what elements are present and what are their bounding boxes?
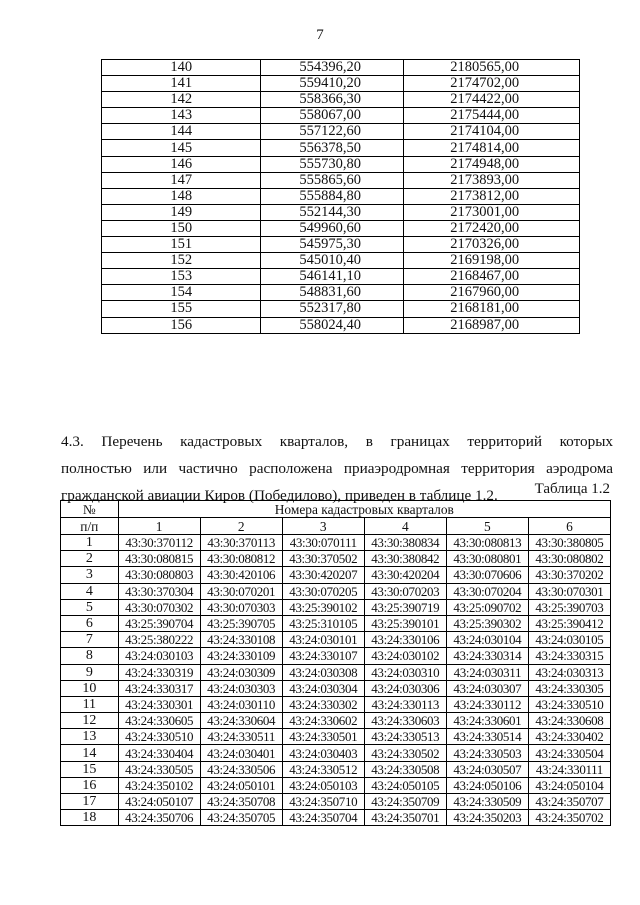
cadastral-quarter: 43:24:030308 — [282, 664, 364, 680]
cadastral-quarter: 43:30:370202 — [528, 567, 610, 583]
cadastral-quarter: 43:24:050101 — [200, 777, 282, 793]
cadastral-quarter: 43:30:070302 — [118, 599, 200, 615]
table-row — [61, 615, 611, 631]
cadastral-quarter: 43:24:330502 — [364, 745, 446, 761]
table-row — [61, 696, 611, 712]
row-number: 15 — [61, 761, 119, 777]
point-number: 140 — [102, 60, 261, 76]
x-coordinate: 552144,30 — [261, 204, 404, 220]
coords-row — [102, 220, 580, 236]
y-coordinate: 2174814,00 — [404, 140, 580, 156]
cadastral-quarter: 43:30:080815 — [118, 551, 200, 567]
column-number: 6 — [528, 518, 610, 535]
cadastral-quarter: 43:25:390302 — [446, 615, 528, 631]
cadastral-quarter: 43:30:080802 — [528, 551, 610, 567]
coords-row — [102, 237, 580, 253]
cadastral-quarter: 43:24:330512 — [282, 761, 364, 777]
y-coordinate: 2173893,00 — [404, 172, 580, 188]
table-caption: Таблица 1.2 — [534, 481, 610, 497]
cadastral-quarter: 43:24:030303 — [200, 680, 282, 696]
cadastral-quarter: 43:25:390102 — [282, 599, 364, 615]
cadastral-quarter: 43:30:070201 — [200, 583, 282, 599]
cadastral-quarter: 43:30:370304 — [118, 583, 200, 599]
cadastral-quarter: 43:24:330111 — [528, 761, 610, 777]
column-number: 1 — [118, 518, 200, 535]
y-coordinate: 2167960,00 — [404, 285, 580, 301]
table-row — [61, 648, 611, 664]
cadastral-quarter: 43:30:370113 — [200, 535, 282, 551]
table-row — [61, 583, 611, 599]
cadastral-quarter: 43:30:070205 — [282, 583, 364, 599]
x-coordinate: 552317,80 — [261, 301, 404, 317]
column-number: 2 — [200, 518, 282, 535]
cadastral-quarter: 43:30:380805 — [528, 535, 610, 551]
coords-row — [102, 124, 580, 140]
row-number: 14 — [61, 745, 119, 761]
cadastral-quarter: 43:24:330108 — [200, 632, 282, 648]
row-number: 6 — [61, 615, 119, 631]
point-number: 144 — [102, 124, 261, 140]
cadastral-quarter: 43:24:030311 — [446, 664, 528, 680]
cadastral-quarter: 43:24:030105 — [528, 632, 610, 648]
table-row — [61, 632, 611, 648]
row-number: 10 — [61, 680, 119, 696]
cadastral-quarter: 43:24:330508 — [364, 761, 446, 777]
cadastral-quarter: 43:30:080813 — [446, 535, 528, 551]
x-coordinate: 548831,60 — [261, 285, 404, 301]
coords-row — [102, 269, 580, 285]
cadastral-quarter: 43:24:330509 — [446, 794, 528, 810]
cadastral-quarter: 43:24:030304 — [282, 680, 364, 696]
coords-row — [102, 285, 580, 301]
row-number: 18 — [61, 810, 119, 826]
cadastral-quarter: 43:24:030401 — [200, 745, 282, 761]
point-number: 156 — [102, 317, 261, 333]
cadastral-quarter: 43:24:330505 — [118, 761, 200, 777]
table-row — [61, 535, 611, 551]
paragraph-line: 4.3. Перечень кадастровых кварталов, в границах территорий которых — [61, 433, 613, 450]
table-row — [61, 551, 611, 567]
cadastral-quarter: 43:24:030104 — [446, 632, 528, 648]
coords-row — [102, 301, 580, 317]
column-number: 3 — [282, 518, 364, 535]
cadastral-quarter: 43:25:390704 — [118, 615, 200, 631]
x-coordinate: 555865,60 — [261, 172, 404, 188]
cadastral-quarters-table — [60, 500, 611, 826]
table-row — [61, 713, 611, 729]
coords-row — [102, 140, 580, 156]
coords-row — [102, 172, 580, 188]
point-number: 142 — [102, 92, 261, 108]
cadastral-quarter: 43:24:330501 — [282, 729, 364, 745]
cadastral-quarter: 43:24:030313 — [528, 664, 610, 680]
point-number: 148 — [102, 188, 261, 204]
table-row — [61, 794, 611, 810]
cadastral-quarter: 43:24:030507 — [446, 761, 528, 777]
cadastral-quarter: 43:24:350708 — [200, 794, 282, 810]
cadastral-quarter: 43:24:330510 — [528, 696, 610, 712]
cadastral-quarter: 43:24:330503 — [446, 745, 528, 761]
cadastral-quarter: 43:24:050106 — [446, 777, 528, 793]
cadastral-quarter: 43:30:070606 — [446, 567, 528, 583]
row-number: 8 — [61, 648, 119, 664]
cadastral-quarter: 43:24:350701 — [364, 810, 446, 826]
table-row — [61, 777, 611, 793]
x-coordinate: 546141,10 — [261, 269, 404, 285]
cadastral-quarter: 43:24:330404 — [118, 745, 200, 761]
cadastral-quarter: 43:24:350203 — [446, 810, 528, 826]
cadastral-quarter: 43:24:330301 — [118, 696, 200, 712]
cadastral-quarter: 43:25:090702 — [446, 599, 528, 615]
cadastral-quarter: 43:24:330402 — [528, 729, 610, 745]
y-coordinate: 2174422,00 — [404, 92, 580, 108]
cadastral-quarter: 43:24:050103 — [282, 777, 364, 793]
cadastral-quarter: 43:24:330603 — [364, 713, 446, 729]
header-num-bottom: п/п — [61, 518, 119, 535]
point-number: 145 — [102, 140, 261, 156]
cadastral-quarter: 43:30:070303 — [200, 599, 282, 615]
cadastral-quarter: 43:30:070111 — [282, 535, 364, 551]
y-coordinate: 2174104,00 — [404, 124, 580, 140]
coords-row — [102, 108, 580, 124]
cadastral-quarter: 43:24:350705 — [200, 810, 282, 826]
x-coordinate: 558024,40 — [261, 317, 404, 333]
cadastral-quarter: 43:24:330314 — [446, 648, 528, 664]
point-number: 150 — [102, 220, 261, 236]
row-number: 4 — [61, 583, 119, 599]
cadastral-quarter: 43:30:070203 — [364, 583, 446, 599]
point-number: 141 — [102, 76, 261, 92]
row-number: 13 — [61, 729, 119, 745]
point-number: 151 — [102, 237, 261, 253]
cadastral-quarter: 43:30:420204 — [364, 567, 446, 583]
cadastral-quarter: 43:30:420106 — [200, 567, 282, 583]
cadastral-quarter: 43:24:330511 — [200, 729, 282, 745]
coords-row — [102, 76, 580, 92]
cadastral-quarter: 43:24:030101 — [282, 632, 364, 648]
cadastral-quarter: 43:24:330113 — [364, 696, 446, 712]
cadastral-quarter: 43:24:330513 — [364, 729, 446, 745]
x-coordinate: 545010,40 — [261, 253, 404, 269]
cadastral-quarter: 43:24:030306 — [364, 680, 446, 696]
cadastral-quarter: 43:24:330315 — [528, 648, 610, 664]
cadastral-quarter: 43:24:350702 — [528, 810, 610, 826]
table-row — [61, 810, 611, 826]
cadastral-quarter: 43:30:080801 — [446, 551, 528, 567]
column-number: 4 — [364, 518, 446, 535]
point-number: 152 — [102, 253, 261, 269]
cadastral-quarter: 43:30:070301 — [528, 583, 610, 599]
row-number: 16 — [61, 777, 119, 793]
cadastral-quarter: 43:30:080803 — [118, 567, 200, 583]
cadastral-quarter: 43:24:330302 — [282, 696, 364, 712]
x-coordinate: 545975,30 — [261, 237, 404, 253]
y-coordinate: 2169198,00 — [404, 253, 580, 269]
y-coordinate: 2173001,00 — [404, 204, 580, 220]
cadastral-quarter: 43:24:330604 — [200, 713, 282, 729]
y-coordinate: 2170326,00 — [404, 237, 580, 253]
cadastral-quarter: 43:24:330504 — [528, 745, 610, 761]
header-title: Номера кадастровых кварталов — [118, 501, 610, 518]
cadastral-quarter: 43:24:330605 — [118, 713, 200, 729]
table-row — [61, 761, 611, 777]
section-paragraph — [61, 428, 613, 509]
cadastral-quarter: 43:24:350704 — [282, 810, 364, 826]
cadastral-quarter: 43:24:030102 — [364, 648, 446, 664]
row-number: 12 — [61, 713, 119, 729]
table-row — [61, 567, 611, 583]
y-coordinate: 2168987,00 — [404, 317, 580, 333]
x-coordinate: 559410,20 — [261, 76, 404, 92]
point-number: 143 — [102, 108, 261, 124]
cadastral-quarter: 43:24:030309 — [200, 664, 282, 680]
cadastral-quarter: 43:25:390719 — [364, 599, 446, 615]
x-coordinate: 549960,60 — [261, 220, 404, 236]
y-coordinate: 2172420,00 — [404, 220, 580, 236]
y-coordinate: 2168467,00 — [404, 269, 580, 285]
cadastral-quarter: 43:25:390101 — [364, 615, 446, 631]
point-number: 155 — [102, 301, 261, 317]
coords-row — [102, 253, 580, 269]
cadastral-quarter: 43:24:030110 — [200, 696, 282, 712]
cadastral-quarter: 43:24:030403 — [282, 745, 364, 761]
coords-row — [102, 92, 580, 108]
cadastral-quarter: 43:24:050107 — [118, 794, 200, 810]
cadastral-quarter: 43:24:330506 — [200, 761, 282, 777]
row-number: 2 — [61, 551, 119, 567]
point-number: 146 — [102, 156, 261, 172]
cadastral-quarter: 43:24:350710 — [282, 794, 364, 810]
x-coordinate: 558067,00 — [261, 108, 404, 124]
cadastral-quarter: 43:24:330106 — [364, 632, 446, 648]
cadastral-quarter: 43:24:330107 — [282, 648, 364, 664]
x-coordinate: 555884,80 — [261, 188, 404, 204]
coords-row — [102, 204, 580, 220]
x-coordinate: 554396,20 — [261, 60, 404, 76]
cadastral-quarter: 43:24:050104 — [528, 777, 610, 793]
row-number: 7 — [61, 632, 119, 648]
cadastral-quarter: 43:30:080812 — [200, 551, 282, 567]
cadastral-quarter: 43:24:330514 — [446, 729, 528, 745]
table-row — [61, 664, 611, 680]
x-coordinate: 558366,30 — [261, 92, 404, 108]
cadastral-quarter: 43:24:050105 — [364, 777, 446, 793]
point-number: 147 — [102, 172, 261, 188]
cadastral-quarter: 43:25:380222 — [118, 632, 200, 648]
cadastral-quarter: 43:30:380834 — [364, 535, 446, 551]
coordinates-table — [101, 59, 580, 334]
cadastral-quarter: 43:24:330109 — [200, 648, 282, 664]
row-number: 17 — [61, 794, 119, 810]
cadastral-quarter: 43:24:350709 — [364, 794, 446, 810]
table-row — [61, 745, 611, 761]
cadastral-quarter: 43:24:350102 — [118, 777, 200, 793]
point-number: 154 — [102, 285, 261, 301]
cadastral-quarter: 43:24:330305 — [528, 680, 610, 696]
cadastral-quarter: 43:24:330602 — [282, 713, 364, 729]
row-number: 3 — [61, 567, 119, 583]
cadastral-quarter: 43:25:390703 — [528, 599, 610, 615]
paragraph-line: полностью или частично расположена приаэродромная территория аэродрома — [61, 460, 613, 477]
cadastral-quarter: 43:24:330510 — [118, 729, 200, 745]
cadastral-quarter: 43:30:370502 — [282, 551, 364, 567]
y-coordinate: 2174702,00 — [404, 76, 580, 92]
row-number: 5 — [61, 599, 119, 615]
table-row — [61, 680, 611, 696]
y-coordinate: 2180565,00 — [404, 60, 580, 76]
y-coordinate: 2168181,00 — [404, 301, 580, 317]
cadastral-quarter: 43:24:350706 — [118, 810, 200, 826]
cadastral-quarter: 43:24:030103 — [118, 648, 200, 664]
row-number: 9 — [61, 664, 119, 680]
table-row — [61, 599, 611, 615]
coords-row — [102, 60, 580, 76]
coords-row — [102, 188, 580, 204]
point-number: 149 — [102, 204, 261, 220]
cadastral-quarter: 43:30:380842 — [364, 551, 446, 567]
header-num-top: № — [61, 501, 119, 518]
row-number: 11 — [61, 696, 119, 712]
y-coordinate: 2174948,00 — [404, 156, 580, 172]
row-number: 1 — [61, 535, 119, 551]
cadastral-quarter: 43:30:070204 — [446, 583, 528, 599]
coords-row — [102, 156, 580, 172]
cadastral-quarter: 43:25:390705 — [200, 615, 282, 631]
cadastral-quarter: 43:24:030310 — [364, 664, 446, 680]
y-coordinate: 2175444,00 — [404, 108, 580, 124]
coords-row — [102, 317, 580, 333]
cadastral-quarter: 43:24:330317 — [118, 680, 200, 696]
cadastral-quarter: 43:24:330608 — [528, 713, 610, 729]
x-coordinate: 555730,80 — [261, 156, 404, 172]
y-coordinate: 2173812,00 — [404, 188, 580, 204]
cadastral-quarter: 43:24:350707 — [528, 794, 610, 810]
x-coordinate: 557122,60 — [261, 124, 404, 140]
cadastral-quarter: 43:24:030307 — [446, 680, 528, 696]
point-number: 153 — [102, 269, 261, 285]
x-coordinate: 556378,50 — [261, 140, 404, 156]
cadastral-quarter: 43:24:330319 — [118, 664, 200, 680]
cadastral-quarter: 43:30:370112 — [118, 535, 200, 551]
cadastral-quarter: 43:30:420207 — [282, 567, 364, 583]
column-number: 5 — [446, 518, 528, 535]
cadastral-quarter: 43:25:310105 — [282, 615, 364, 631]
cadastral-quarter: 43:25:390412 — [528, 615, 610, 631]
paragraph-line: гражданской авиации Киров (Победилово), приведен в таблице 1.2. — [61, 487, 498, 504]
cadastral-quarter: 43:24:330112 — [446, 696, 528, 712]
cadastral-quarter: 43:24:330601 — [446, 713, 528, 729]
table-row — [61, 729, 611, 745]
page-number: 7 — [316, 27, 324, 43]
